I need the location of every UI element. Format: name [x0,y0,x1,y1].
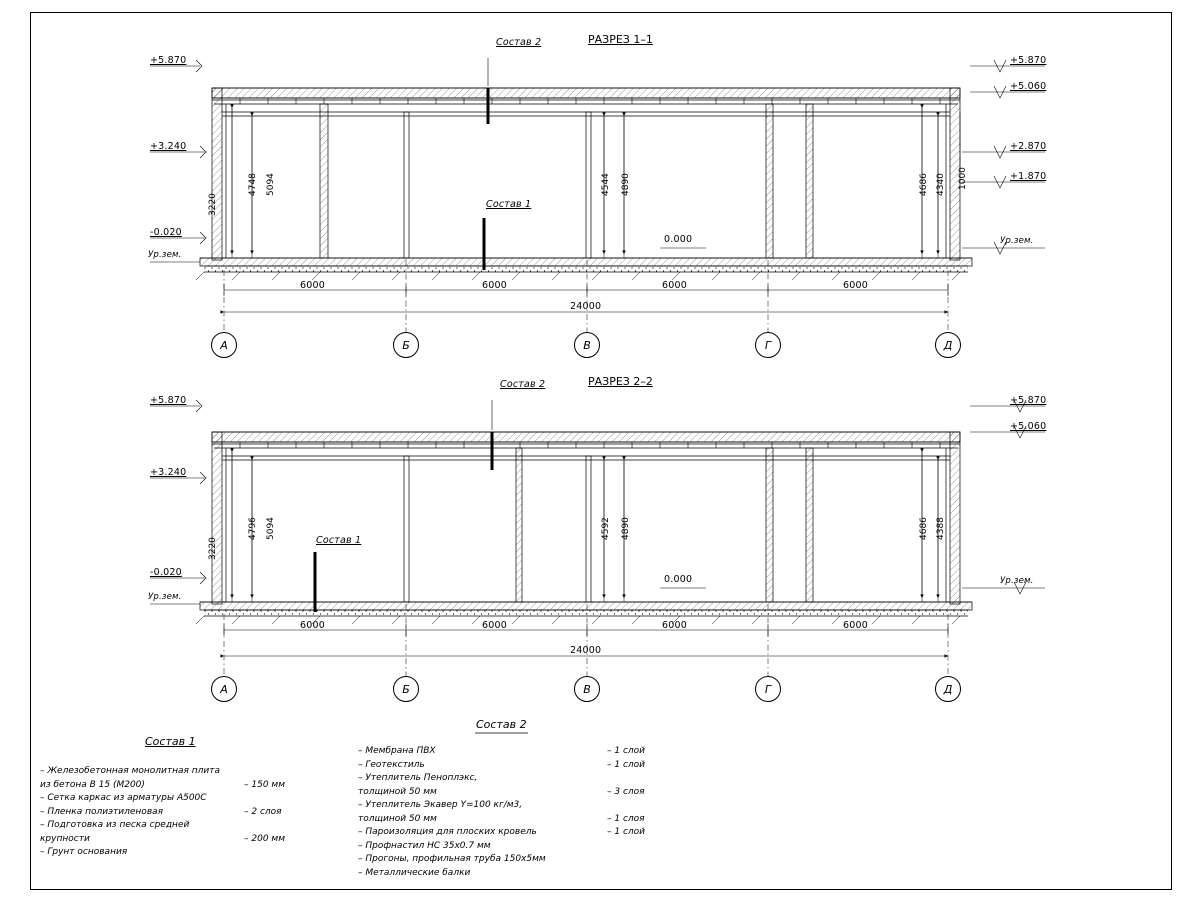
bay-dim-s2-4: 6000 [843,620,868,631]
axis-marker-s2-d: Д [935,676,961,702]
level-right-1-3: +2.870 [1010,141,1047,152]
legend-2-qty-2 [607,772,645,786]
axis-marker-s1-g: Г [755,332,781,358]
vdim-s1-3220: 3220 [208,193,218,216]
legend-2-qty-9 [607,867,645,881]
vdim-s1-4890: 4890 [621,173,631,196]
vdim-s1-4686: 4686 [919,173,929,196]
vdim-s2-4890: 4890 [621,517,631,540]
axis-marker-s1-b: Б [393,332,419,358]
legend-2-row-5: толщиной 50 мм [358,813,437,824]
level-left-2-2: +3.240 [150,467,187,478]
bay-dim-s2-1: 6000 [300,620,325,631]
legend-2-qty-0: – 1 слой [607,746,646,756]
legend-2-qty-4 [607,799,645,813]
sostav-2-tag-section1: Состав 2 [496,37,542,48]
level-left-2-3: -0.020 [150,567,182,578]
level-right-1-1: +5.870 [1010,55,1047,66]
ground-label-s2-left: Ур.зем. [148,592,182,602]
zero-label-s2: 0.000 [664,574,693,585]
vdim-s2-4796: 4796 [248,517,258,540]
sostav-1-tag-section1: Состав 1 [486,199,532,210]
legend-2-qty-8 [607,853,645,867]
bay-dim-s2-3: 6000 [662,620,687,631]
legend-2-body [358,745,588,880]
axis-marker-s1-v: В [574,332,600,358]
bay-dim-s1-1: 6000 [300,280,325,291]
bay-dim-s1-3: 6000 [662,280,687,291]
legend-1-row-0: – Железобетонная монолитная плита [40,766,221,776]
vdim-s2-3220: 3220 [208,537,218,560]
bay-dim-s1-4: 6000 [843,280,868,291]
legend-1-row-1: из бетона В 15 (М200) [40,779,145,790]
ground-label-s2-right: Ур.зем. [1000,576,1034,586]
level-right-2-1: +5.870 [1010,395,1047,406]
vdim-s2-4686: 4686 [919,517,929,540]
ground-label-s1-left: Ур.зем. [148,250,182,260]
legend-1-qty-1: – 150 мм [244,779,285,790]
ground-label-s1-right: Ур.зем. [1000,236,1034,246]
axis-marker-s2-b: Б [393,676,419,702]
legend-2-row-1: – Геотекстиль [358,759,425,770]
vdim-s1-4544: 4544 [601,173,611,196]
vdim-s1-1000: 1000 [958,167,968,190]
legend-2-row-6: – Пароизоляция для плоских кровель [358,827,537,837]
legend-2-qty-6: – 1 слой [607,827,646,837]
legend-2-row-2: – Утеплитель Пеноплэкс, [358,773,478,783]
legend-1-row-2: – Сетка каркас из арматуры А500С [40,793,207,803]
bay-dim-s1-2: 6000 [482,280,507,291]
section-1-title: РАЗРЕЗ 1–1 [588,33,653,46]
vdim-s1-4340: 4340 [936,173,946,196]
legend-1-qty-2 [244,792,285,806]
level-left-1-3: -0.020 [150,227,182,238]
total-dim-s2: 24000 [570,645,602,656]
axis-marker-s2-g: Г [755,676,781,702]
level-right-2-2: +5.060 [1010,421,1047,432]
legend-2-qty-5: – 1 слоя [607,813,645,824]
legend-1-title: Состав 1 [145,735,196,748]
legend-1-row-4: – Подготовка из песка средней [40,820,190,830]
total-dim-s1: 24000 [570,301,602,312]
level-left-1-1: +5.870 [150,55,187,66]
vdim-s2-4388: 4388 [936,517,946,540]
level-right-1-4: +1.870 [1010,171,1047,182]
section-2-title: РАЗРЕЗ 2–2 [588,375,653,388]
legend-2-qty-3: – 3 слоя [607,786,645,797]
legend-1-quantities [244,765,285,860]
legend-2-quantities [607,745,645,880]
sostav-1-tag-section2: Состав 1 [316,535,362,546]
zero-label-s1: 0.000 [664,234,693,245]
level-left-1-2: +3.240 [150,141,187,152]
sostav-2-tag-section2: Состав 2 [500,379,546,390]
legend-1-qty-4 [244,819,285,833]
legend-2-qty-1: – 1 слой [607,759,646,770]
axis-marker-s2-v: В [574,676,600,702]
legend-1-row-5: крупности [40,833,90,844]
vdim-s1-4748: 4748 [248,173,258,196]
legend-2-row-4: – Утеплитель Экавер Y=100 кг/м3, [358,800,523,810]
legend-2-row-0: – Мембрана ПВХ [358,746,436,756]
legend-2-row-9: – Металлические балки [358,867,471,878]
legend-1-row-6: – Грунт основания [40,847,128,857]
legend-1-body [40,765,230,860]
vdim-s1-5094: 5094 [266,173,276,196]
vdim-s2-4592: 4592 [601,517,611,540]
legend-2-qty-7 [607,840,645,854]
axis-marker-s2-a: А [211,676,237,702]
legend-1-qty-3: – 2 слоя [244,806,282,817]
legend-2-title: Состав 2 [476,718,527,731]
legend-2-row-3: толщиной 50 мм [358,786,437,797]
level-right-1-2: +5.060 [1010,81,1047,92]
axis-marker-s1-a: А [211,332,237,358]
level-left-2-1: +5.870 [150,395,187,406]
legend-1-qty-6 [244,846,285,860]
vdim-s2-5094: 5094 [266,517,276,540]
legend-2-row-8: – Прогоны, профильная труба 150х5мм [358,854,546,864]
legend-1-qty-0 [244,765,285,779]
legend-1-qty-5: – 200 мм [244,833,285,844]
legend-1-row-3: – Пленка полиэтиленовая [40,806,164,817]
bay-dim-s2-2: 6000 [482,620,507,631]
legend-2-row-7: – Профнастил НС 35х0.7 мм [358,840,491,851]
axis-marker-s1-d: Д [935,332,961,358]
